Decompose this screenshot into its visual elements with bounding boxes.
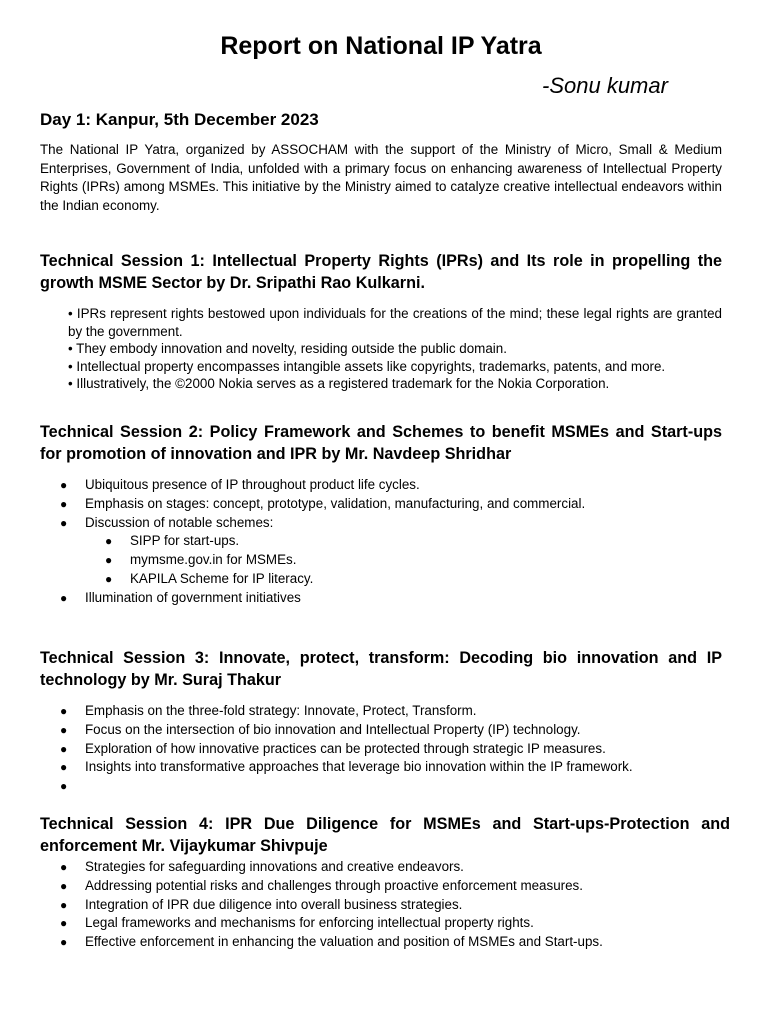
session-4-points: [40, 858, 603, 952]
list-item-text: Addressing potential risks and challenges through proactive enforcement measures.: [85, 877, 583, 893]
session-3-points: [40, 702, 633, 796]
session-2-points: [40, 476, 585, 608]
list-item: [40, 476, 585, 495]
list-item: [40, 858, 603, 877]
sub-list-item: [40, 532, 585, 551]
list-item-text: Discussion of notable schemes:: [85, 514, 274, 530]
bullet-icon: ●: [60, 779, 68, 794]
session-1-point: • They embody innovation and novelty, residing outside the public domain.: [68, 341, 507, 356]
report-title: Report on National IP Yatra: [220, 32, 542, 60]
bullet-icon: ●: [60, 935, 68, 950]
bullet-icon: ●: [60, 496, 68, 511]
list-item: [40, 514, 585, 533]
bullet-icon: ●: [60, 478, 68, 492]
list-item-text: Ubiquitous presence of IP throughout product life cycles.: [85, 477, 420, 492]
sub-list-item: [40, 570, 585, 589]
list-item-text: Insights into transformative approaches that leverage bio innovation within the IP framework.: [85, 759, 633, 775]
bullet-icon: ●: [60, 897, 68, 912]
author-name: -Sonu kumar: [542, 73, 668, 98]
session-4-title: Technical Session 4: IPR Due Diligence for MSMEs and Start-ups-Protection and enforcement Mr. Vijaykumar Shivpuje: [40, 815, 730, 855]
session-2-title: Technical Session 2: Policy Framework and Schemes to benefit MSMEs and Start-ups for promotion of innovation and IPR by Mr. Navdeep Shridhar: [40, 423, 722, 463]
session-1-title: Technical Session 1: Intellectual Property Rights (IPRs) and Its role in propelling the growth MSME Sector by Dr. Sripathi Rao Kulkarni.: [40, 252, 722, 292]
session-3-title: Technical Session 3: Innovate, protect, transform: Decoding bio innovation and IP technology by Mr. Suraj Thakur: [40, 649, 722, 689]
list-item-text: mymsme.gov.in for MSMEs.: [130, 552, 297, 568]
bullet-icon: ●: [60, 722, 68, 737]
list-item: [40, 896, 603, 915]
bullet-icon: ●: [60, 590, 68, 605]
bullet-icon: ●: [60, 760, 68, 775]
list-item-text: Strategies for safeguarding innovations and creative endeavors.: [85, 859, 464, 874]
bullet-icon: ●: [60, 515, 68, 530]
list-item: [40, 495, 585, 514]
bullet-icon: ●: [60, 878, 68, 893]
list-item-text: Illumination of government initiatives: [85, 589, 301, 605]
list-item-text: SIPP for start-ups.: [130, 533, 240, 549]
list-item-text: Emphasis on stages: concept, prototype, validation, manufacturing, and commercial.: [85, 495, 586, 511]
sub-list-item: [40, 551, 585, 570]
bullet-icon: ●: [60, 741, 68, 756]
session-1-point: • Intellectual property encompasses intangible assets like copyrights, trademarks, patents, and more.: [68, 358, 666, 374]
bullet-icon: ●: [60, 704, 68, 718]
list-item: [40, 914, 603, 933]
list-item: [40, 702, 633, 721]
list-item: [40, 877, 603, 896]
bullet-icon: ●: [60, 860, 68, 874]
list-item: [40, 589, 585, 608]
list-item-text: Integration of IPR due diligence into overall business strategies.: [85, 896, 463, 912]
list-item: [40, 721, 633, 740]
list-item: [40, 777, 633, 796]
list-item-text: Effective enforcement in enhancing the valuation and position of MSMEs and Start-ups.: [85, 934, 603, 950]
session-1-point: • IPRs represent rights bestowed upon individuals for the creations of the mind; these legal rights are granted by the government.: [68, 306, 722, 339]
list-item: [40, 758, 633, 777]
list-item-text: KAPILA Scheme for IP literacy.: [130, 570, 314, 586]
list-item-text: Emphasis on the three-fold strategy: Innovate, Protect, Transform.: [85, 703, 477, 718]
list-item-text: Exploration of how innovative practices can be protected through strategic IP measures.: [85, 740, 606, 756]
intro-paragraph: The National IP Yatra, organized by ASSOCHAM with the support of the Ministry of Micro, Small & Medium Enterprises, Government of India, unfolded with a primary focus on enhancing awareness of Intellectual Property Rights (IPRs) among MSMEs. This initiative by the Ministry aimed to catalyze creative intellectual endeavors within the Indian economy.: [40, 142, 722, 213]
list-item: [40, 933, 603, 952]
session-1-points: [68, 305, 722, 393]
bullet-icon: ●: [105, 553, 113, 568]
list-item: [40, 740, 633, 759]
list-item-text: Legal frameworks and mechanisms for enforcing intellectual property rights.: [85, 915, 534, 931]
session-1-point: • Illustratively, the ©2000 Nokia serves as a registered trademark for the Nokia Corporation.: [68, 376, 610, 391]
list-item-text: Focus on the intersection of bio innovation and Intellectual Property (IP) technology.: [85, 721, 581, 737]
day-heading: Day 1: Kanpur, 5th December 2023: [40, 110, 319, 129]
list-item-text: [85, 778, 89, 793]
bullet-icon: ●: [105, 571, 113, 586]
bullet-icon: ●: [105, 534, 113, 549]
bullet-icon: ●: [60, 916, 68, 931]
